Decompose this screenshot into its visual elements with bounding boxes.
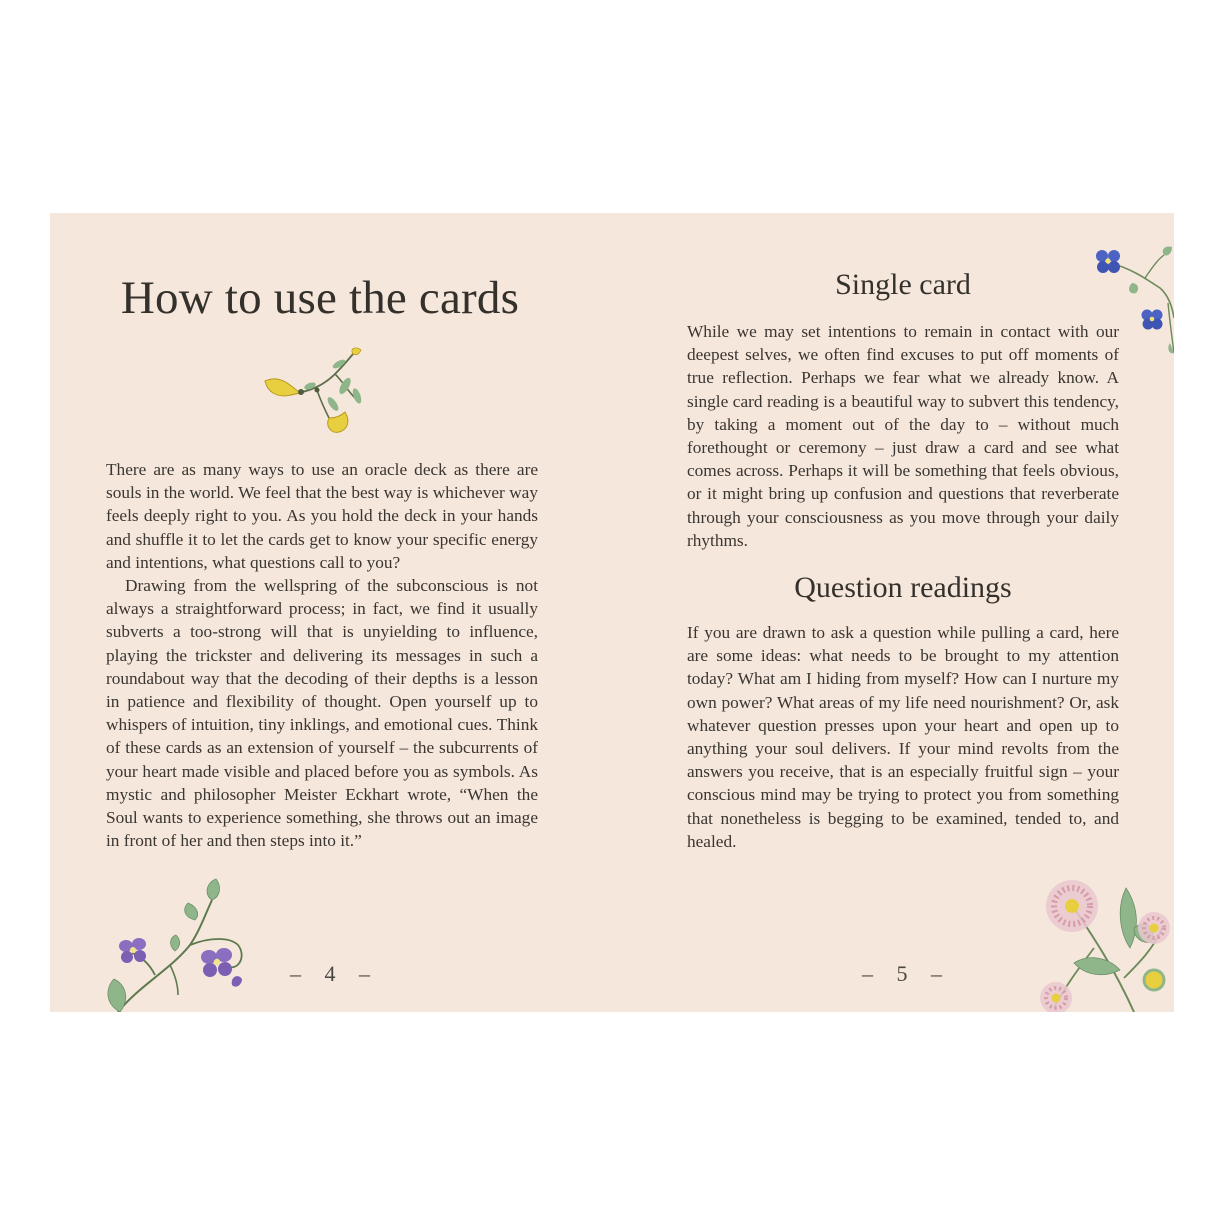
left-body-text: [106, 458, 538, 852]
ginkgo-sprig-icon: [255, 346, 380, 436]
right-page: [612, 213, 1174, 1012]
section-heading-question-readings: Question readings: [794, 571, 1012, 604]
page-number-left: – 4 –: [290, 961, 379, 986]
page-number-right: – 5 –: [862, 961, 951, 986]
book-spread: [50, 213, 1174, 1012]
paragraph-single-card: While we may set intentions to remain in contact with our deepest selves, we often find excuses to put off moments of true reflection. Perhaps we fear what we already know. A single card reading is a beautiful way to subvert this tendency, by taking a moment out of the day to – without much forethought or ceremony – just draw a card and see what comes across. Perhaps it will be something that feels obvious, or it might bring up confusion and questions that reverberate through your consciousness as you move through your daily rhythms.: [687, 322, 1119, 550]
question-readings-text-block: [687, 621, 1119, 853]
chapter-title: How to use the cards: [120, 272, 520, 324]
paragraph-question-readings: If you are drawn to ask a question while pulling a card, here are some ideas: what needs to be brought to my attention today? What am I hiding from myself? How can I nurture my own power? What areas of my life need nourishment? Or, ask whatever question presses upon your heart and open up to anything your soul delivers. If your mind revolts from the answers you receive, that is an especially fruitful sign – your conscious mind may be trying to protect you from something that nonetheless is begging to be examined, tended to, and healed.: [687, 623, 1119, 851]
violet-flowers-icon: [100, 875, 260, 1012]
daisy-flowers-icon: [1034, 868, 1174, 1012]
paragraph-intro: There are as many ways to use an oracle deck as there are souls in the world. We feel that the best way is whichever way feels deeply right to you. As you hold the deck in your hands and shuffle it to let the cards get to know your specific energy and intentions, what questions call to you?: [106, 460, 538, 572]
single-card-text-block: [687, 320, 1119, 552]
blue-flowers-icon: [1090, 243, 1174, 358]
paragraph-subconscious: Drawing from the wellspring of the subconscious is not always a straightforward process; in fact, we find it usually subverts a too-strong will that is unyielding to influence, playing the trickster and delivering its messages in such a roundabout way that the decoding of their depths is a lesson in patience and flexibility of thought. Open yourself up to whispers of intuition, tiny inklings, and emotional cues. Think of these cards as an extension of yourself – the subcurrents of your heart made visible and placed before you as symbols. As mystic and philosopher Meister Eckhart wrote, “When the Soul wants to experience something, she throws out an image in front of her and then steps into it.”: [106, 576, 538, 851]
left-page: [50, 213, 612, 1012]
section-heading-single-card: Single card: [835, 268, 971, 301]
